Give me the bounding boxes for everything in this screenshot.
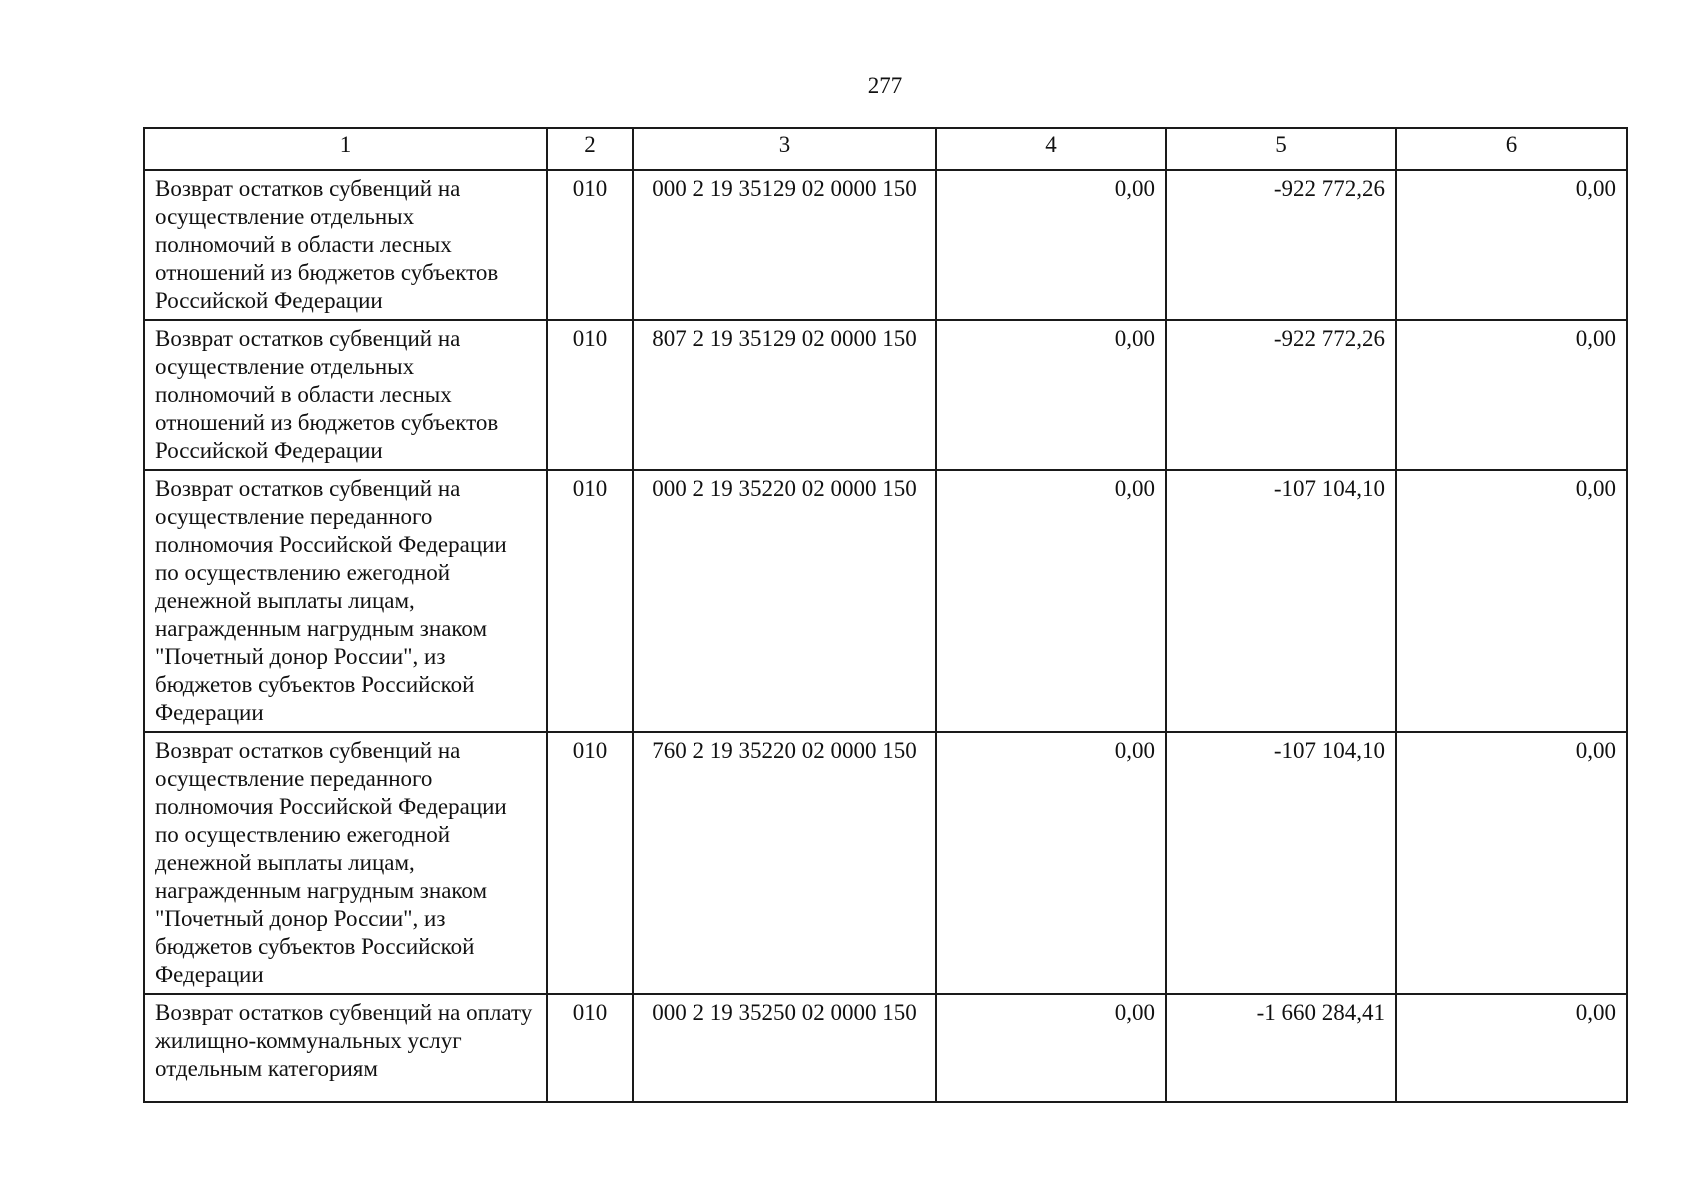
row-col4: 0,00 — [936, 320, 1166, 470]
table-row — [144, 470, 1627, 732]
header-row — [144, 128, 1627, 170]
row-col5: -922 772,26 — [1166, 170, 1396, 320]
header-col-4: 4 — [936, 128, 1166, 170]
row-col5: -107 104,10 — [1166, 470, 1396, 732]
row-col5: -1 660 284,41 — [1166, 994, 1396, 1102]
budget-table — [143, 127, 1628, 1103]
table-header — [144, 128, 1627, 170]
row-kbk: 760 2 19 35220 02 0000 150 — [633, 732, 936, 994]
header-col-6: 6 — [1396, 128, 1627, 170]
row-name: Возврат остатков субвенций на осуществление переданного полномочия Российской Федерации по осуществлению ежегодной денежной выплаты лицам, награжденным нагрудным знаком "Почетный донор России", из бюджетов субъектов Российской Федерации — [144, 470, 547, 732]
row-kbk: 807 2 19 35129 02 0000 150 — [633, 320, 936, 470]
table-row — [144, 320, 1627, 470]
table-row — [144, 732, 1627, 994]
row-kbk: 000 2 19 35220 02 0000 150 — [633, 470, 936, 732]
header-col-3: 3 — [633, 128, 936, 170]
row-col6: 0,00 — [1396, 170, 1627, 320]
row-col4: 0,00 — [936, 470, 1166, 732]
page-number: 277 — [867, 73, 903, 98]
header-col-5: 5 — [1166, 128, 1396, 170]
row-code: 010 — [547, 732, 633, 994]
row-code: 010 — [547, 994, 633, 1102]
row-name: Возврат остатков субвенций на осуществление отдельных полномочий в области лесных отношений из бюджетов субъектов Российской Федерации — [144, 170, 547, 320]
row-name: Возврат остатков субвенций на осуществление отдельных полномочий в области лесных отношений из бюджетов субъектов Российской Федерации — [144, 320, 547, 470]
table-body — [144, 170, 1627, 1102]
row-kbk: 000 2 19 35250 02 0000 150 — [633, 994, 936, 1102]
row-kbk: 000 2 19 35129 02 0000 150 — [633, 170, 936, 320]
row-col4: 0,00 — [936, 994, 1166, 1102]
row-code: 010 — [547, 170, 633, 320]
row-col5: -922 772,26 — [1166, 320, 1396, 470]
row-col5: -107 104,10 — [1166, 732, 1396, 994]
row-code: 010 — [547, 320, 633, 470]
row-col6: 0,00 — [1396, 320, 1627, 470]
row-col6: 0,00 — [1396, 732, 1627, 994]
table-row — [144, 994, 1627, 1102]
table-row — [144, 170, 1627, 320]
row-name: Возврат остатков субвенций на осуществление переданного полномочия Российской Федерации по осуществлению ежегодной денежной выплаты лицам, награжденным нагрудным знаком "Почетный донор России", из бюджетов субъектов Российской Федерации — [144, 732, 547, 994]
header-col-2: 2 — [547, 128, 633, 170]
row-col6: 0,00 — [1396, 994, 1627, 1102]
row-col6: 0,00 — [1396, 470, 1627, 732]
row-code: 010 — [547, 470, 633, 732]
row-col4: 0,00 — [936, 170, 1166, 320]
header-col-1: 1 — [144, 128, 547, 170]
row-col4: 0,00 — [936, 732, 1166, 994]
row-name: Возврат остатков субвенций на оплату жилищно-коммунальных услуг отдельным категориям — [144, 994, 547, 1102]
